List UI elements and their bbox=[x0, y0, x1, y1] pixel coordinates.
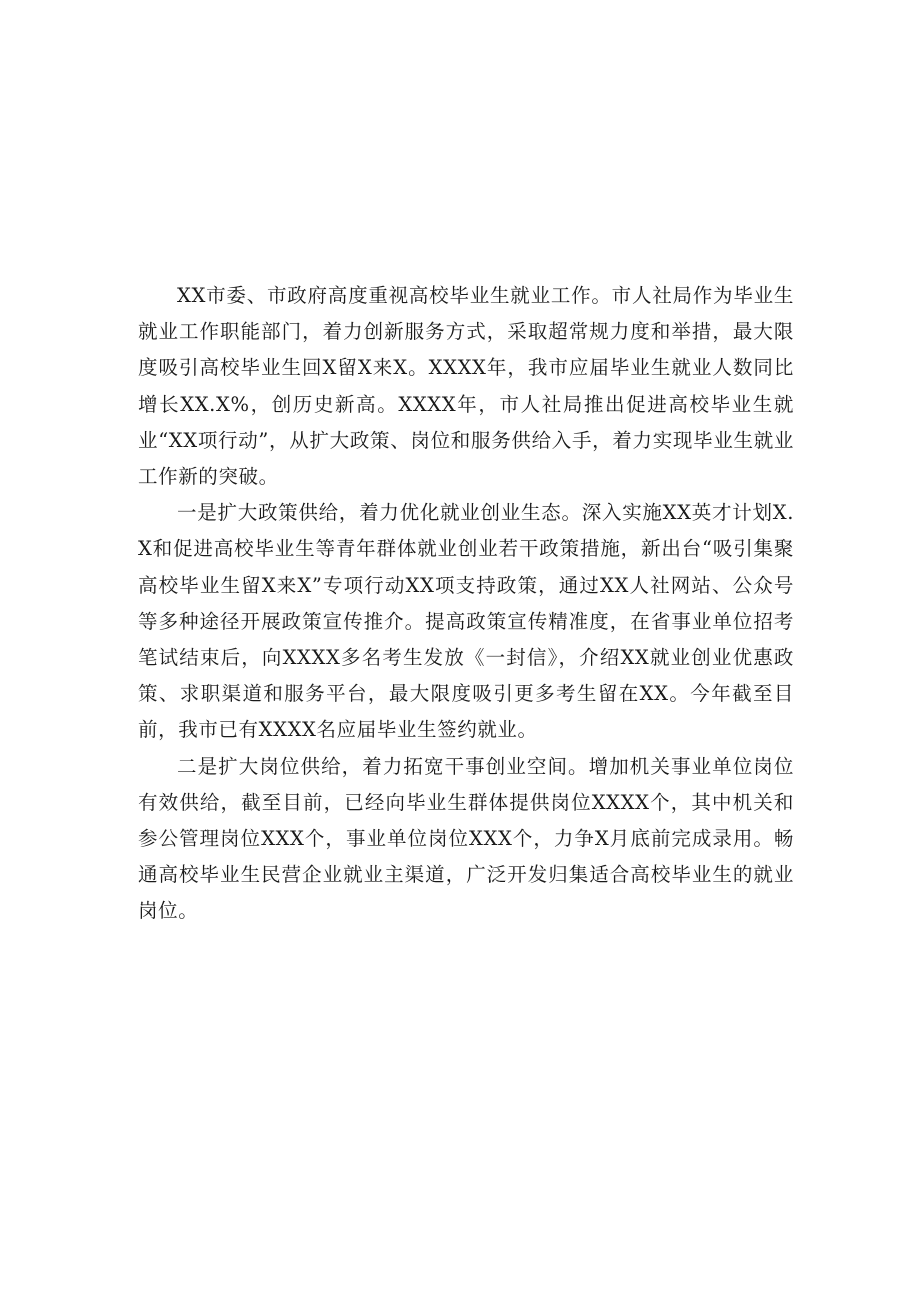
paragraph-job-supply: 二是扩大岗位供给，着力拓宽干事创业空间。增加机关事业单位岗位有效供给，截至目前，已经向毕业生群体提供岗位XXXX个，其中机关和参公管理岗位XXX个，事业单位岗位XXX个，力争X月底前完成录用。畅通高校毕业生民营企业就业主渠道，广泛开发归集适合高校毕业生的就业岗位。 bbox=[138, 754, 794, 923]
paragraph-intro: XX市委、市政府高度重视高校毕业生就业工作。市人社局作为毕业生就业工作职能部门，着力创新服务方式，采取超常规力度和举措，最大限度吸引高校毕业生回X留X来X。XXXX年，我市应届毕业生就业人数同比增长XX.X%，创历史新高。XXXX年，市人社局推出促进高校毕业生就业“XX项行动”，从扩大政策、岗位和服务供给入手，着力实现毕业生就业工作新的突破。 bbox=[138, 284, 794, 489]
document-body bbox=[138, 278, 794, 930]
paragraph-policy-supply: 一是扩大政策供给，着力优化就业创业生态。深入实施XX英才计划X.X和促进高校毕业生等青年群体就业创业若干政策措施，新出台“吸引集聚高校毕业生留X来X”专项行动XX项支持政策，通过XX人社网站、公众号等多种途径开展政策宣传推介。提高政策宣传精准度，在省事业单位招考笔试结束后，向XXXX多名考生发放《一封信》，介绍XX就业创业优惠政策、求职渠道和服务平台，最大限度吸引更多考生留在XX。今年截至目前，我市已有XXXX名应届毕业生签约就业。 bbox=[138, 501, 794, 742]
